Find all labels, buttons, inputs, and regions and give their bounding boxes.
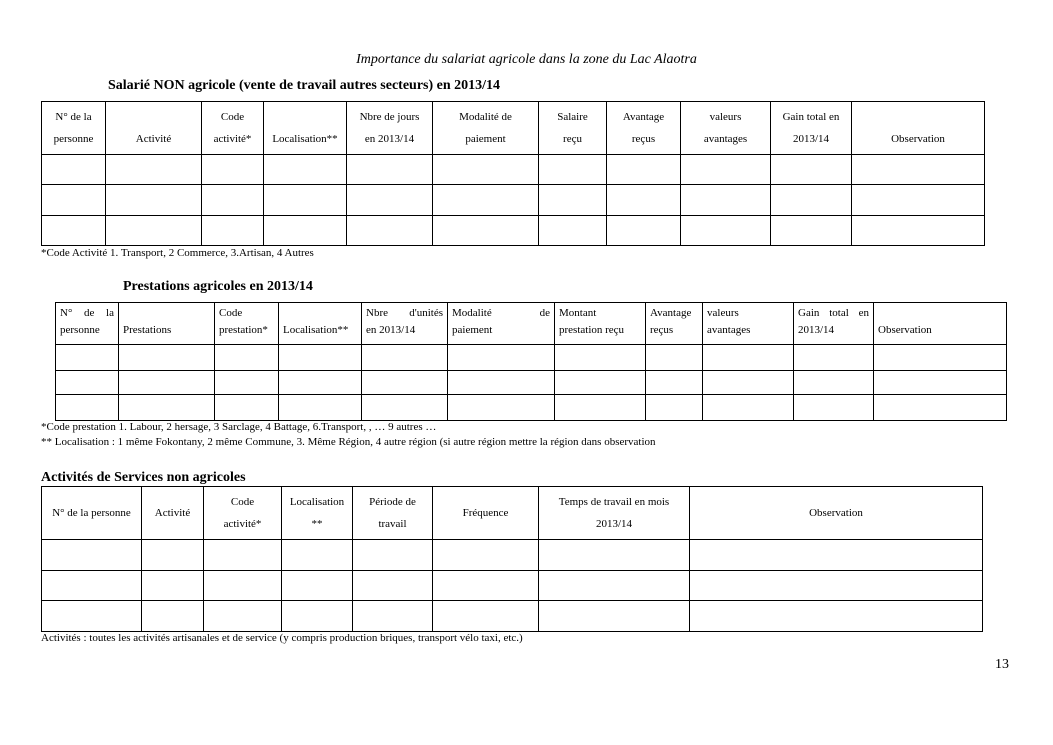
table-cell[interactable] (119, 345, 215, 371)
table-cell[interactable] (852, 155, 985, 185)
table-cell[interactable] (202, 155, 264, 185)
table-cell[interactable] (347, 216, 433, 246)
table-cell[interactable] (347, 185, 433, 216)
header-cell-gain-total: Gain total en 2013/14 (771, 102, 852, 155)
table-cell[interactable] (539, 601, 690, 632)
header-cell-observation: Observation (852, 102, 985, 155)
prestations-agricoles-table (55, 302, 1007, 421)
header-cell-activite: Activité (106, 102, 202, 155)
header-cell-code-activite: Code activité* (204, 487, 282, 540)
table-cell[interactable] (539, 185, 607, 216)
table-cell[interactable] (681, 216, 771, 246)
table-cell[interactable] (42, 601, 142, 632)
table-cell[interactable] (874, 345, 1007, 371)
header-cell-valeurs: valeurs avantages (703, 303, 794, 345)
table-cell[interactable] (279, 395, 362, 421)
table-cell[interactable] (433, 540, 539, 571)
table-cell[interactable] (703, 345, 794, 371)
table-cell[interactable] (433, 601, 539, 632)
table-cell[interactable] (539, 571, 690, 601)
table-cell[interactable] (56, 345, 119, 371)
table-cell[interactable] (607, 185, 681, 216)
header-cell-prestations: Prestations (119, 303, 215, 345)
table-cell[interactable] (56, 395, 119, 421)
header-cell-localisation: Localisation** (264, 102, 347, 155)
table-row (42, 185, 985, 216)
table-cell[interactable] (279, 345, 362, 371)
table-cell[interactable] (681, 185, 771, 216)
table-cell[interactable] (448, 395, 555, 421)
header-cell-observation: Observation (874, 303, 1007, 345)
salarie-non-agricole-table (41, 101, 985, 246)
header-cell-nbre-jours: Nbre de jours en 2013/14 (347, 102, 433, 155)
header-cell-frequence: Fréquence (433, 487, 539, 540)
table-row (56, 371, 1007, 395)
table-cell[interactable] (42, 571, 142, 601)
table-cell[interactable] (646, 371, 703, 395)
section2-title: Prestations agricoles en 2013/14 (123, 279, 313, 294)
table-cell[interactable] (555, 371, 646, 395)
header-cell-num-personne: N° de la personne (56, 303, 119, 345)
header-cell-valeurs: valeurs avantages (681, 102, 771, 155)
table-cell[interactable] (42, 185, 106, 216)
table-cell[interactable] (607, 155, 681, 185)
table-cell[interactable] (433, 216, 539, 246)
table-cell[interactable] (353, 571, 433, 601)
table-cell[interactable] (279, 371, 362, 395)
table-cell[interactable] (264, 185, 347, 216)
header-cell-observation: Observation (690, 487, 983, 540)
table-cell[interactable] (539, 216, 607, 246)
table-cell[interactable] (264, 216, 347, 246)
services-non-agricoles-table (41, 486, 983, 632)
table-row (42, 155, 985, 185)
table-cell[interactable] (347, 155, 433, 185)
table-cell[interactable] (204, 601, 282, 632)
header-cell-montant: Montant prestation reçu (555, 303, 646, 345)
section2-footnote-code: *Code prestation 1. Labour, 2 hersage, 3 Sarclage, 4 Battage, 6.Transport, , … 9 autres … (41, 421, 437, 433)
table-cell[interactable] (362, 371, 448, 395)
table-cell[interactable] (106, 216, 202, 246)
table-cell[interactable] (119, 371, 215, 395)
table-cell[interactable] (771, 185, 852, 216)
section2-footnote-localisation: ** Localisation : 1 même Fokontany, 2 même Commune, 3. Même Région, 4 autre région (si autre région mettre la région dans observation (41, 436, 656, 448)
table-cell[interactable] (703, 395, 794, 421)
table-cell[interactable] (202, 185, 264, 216)
section1-footnote: *Code Activité 1. Transport, 2 Commerce, 3.Artisan, 4 Autres (41, 247, 314, 259)
table-cell[interactable] (852, 185, 985, 216)
header-cell-salaire: Salaire reçu (539, 102, 607, 155)
table-cell[interactable] (215, 395, 279, 421)
header-cell-avantage: Avantage reçus (607, 102, 681, 155)
table-cell[interactable] (448, 345, 555, 371)
table-cell[interactable] (353, 601, 433, 632)
table-cell[interactable] (42, 216, 106, 246)
table-row (42, 601, 983, 632)
table-cell[interactable] (794, 395, 874, 421)
table-cell[interactable] (204, 540, 282, 571)
table-cell[interactable] (690, 571, 983, 601)
page-header-title: Importance du salariat agricole dans la zone du Lac Alaotra (356, 52, 697, 67)
table-row (56, 395, 1007, 421)
table-cell[interactable] (204, 571, 282, 601)
header-cell-periode-travail: Période de travail (353, 487, 433, 540)
section3-footnote: Activités : toutes les activités artisanales et de service (y compris production briques, transport vélo taxi, etc.) (41, 632, 523, 644)
header-cell-localisation: Localisation ** (282, 487, 353, 540)
table-cell[interactable] (142, 571, 204, 601)
table-cell[interactable] (282, 571, 353, 601)
header-cell-modalite: Modalité de paiement (433, 102, 539, 155)
table-cell[interactable] (264, 155, 347, 185)
table-cell[interactable] (56, 371, 119, 395)
table-cell[interactable] (353, 540, 433, 571)
page-number: 13 (995, 657, 1009, 672)
table-cell[interactable] (794, 345, 874, 371)
header-cell-num-personne: N° de la personne (42, 487, 142, 540)
table-cell[interactable] (539, 155, 607, 185)
table-cell[interactable] (433, 185, 539, 216)
table-cell[interactable] (448, 371, 555, 395)
table-cell[interactable] (794, 371, 874, 395)
table-cell[interactable] (106, 155, 202, 185)
table-header-row (42, 487, 983, 540)
table-cell[interactable] (282, 601, 353, 632)
table-cell[interactable] (555, 395, 646, 421)
header-cell-gain-total: Gain total en 2013/14 (794, 303, 874, 345)
table-row (42, 216, 985, 246)
table-cell[interactable] (215, 345, 279, 371)
table-cell[interactable] (433, 155, 539, 185)
table-row (42, 571, 983, 601)
table-cell[interactable] (142, 601, 204, 632)
table-cell[interactable] (771, 216, 852, 246)
table-cell[interactable] (202, 216, 264, 246)
table-cell[interactable] (771, 155, 852, 185)
table-cell[interactable] (646, 345, 703, 371)
table-row (42, 540, 983, 571)
table-cell[interactable] (42, 540, 142, 571)
header-cell-avantage: Avantage reçus (646, 303, 703, 345)
table-cell[interactable] (142, 540, 204, 571)
section1-title: Salarié NON agricole (vente de travail autres secteurs) en 2013/14 (108, 78, 501, 93)
header-cell-localisation: Localisation** (279, 303, 362, 345)
table-cell[interactable] (703, 371, 794, 395)
header-cell-nbre-unites: Nbre d'unités en 2013/14 (362, 303, 448, 345)
header-cell-num-personne: N° de la personne (42, 102, 106, 155)
header-cell-activite: Activité (142, 487, 204, 540)
table-row (56, 345, 1007, 371)
table-cell[interactable] (690, 540, 983, 571)
table-cell[interactable] (119, 395, 215, 421)
table-header-row (42, 102, 985, 155)
table-cell[interactable] (42, 155, 106, 185)
table-cell[interactable] (362, 345, 448, 371)
table-cell[interactable] (874, 371, 1007, 395)
table-cell[interactable] (539, 540, 690, 571)
table-cell[interactable] (607, 216, 681, 246)
table-cell[interactable] (852, 216, 985, 246)
section3-title: Activités de Services non agricoles (41, 470, 246, 485)
table-cell[interactable] (215, 371, 279, 395)
table-cell[interactable] (106, 185, 202, 216)
table-cell[interactable] (681, 155, 771, 185)
header-cell-code-activite: Code activité* (202, 102, 264, 155)
table-cell[interactable] (690, 601, 983, 632)
table-cell[interactable] (646, 395, 703, 421)
table-cell[interactable] (433, 571, 539, 601)
header-cell-code-prestation: Code prestation* (215, 303, 279, 345)
table-cell[interactable] (555, 345, 646, 371)
header-cell-temps-travail: Temps de travail en mois 2013/14 (539, 487, 690, 540)
table-cell[interactable] (874, 395, 1007, 421)
table-header-row (56, 303, 1007, 345)
table-cell[interactable] (362, 395, 448, 421)
header-cell-modalite: Modalité de paiement (448, 303, 555, 345)
table-cell[interactable] (282, 540, 353, 571)
